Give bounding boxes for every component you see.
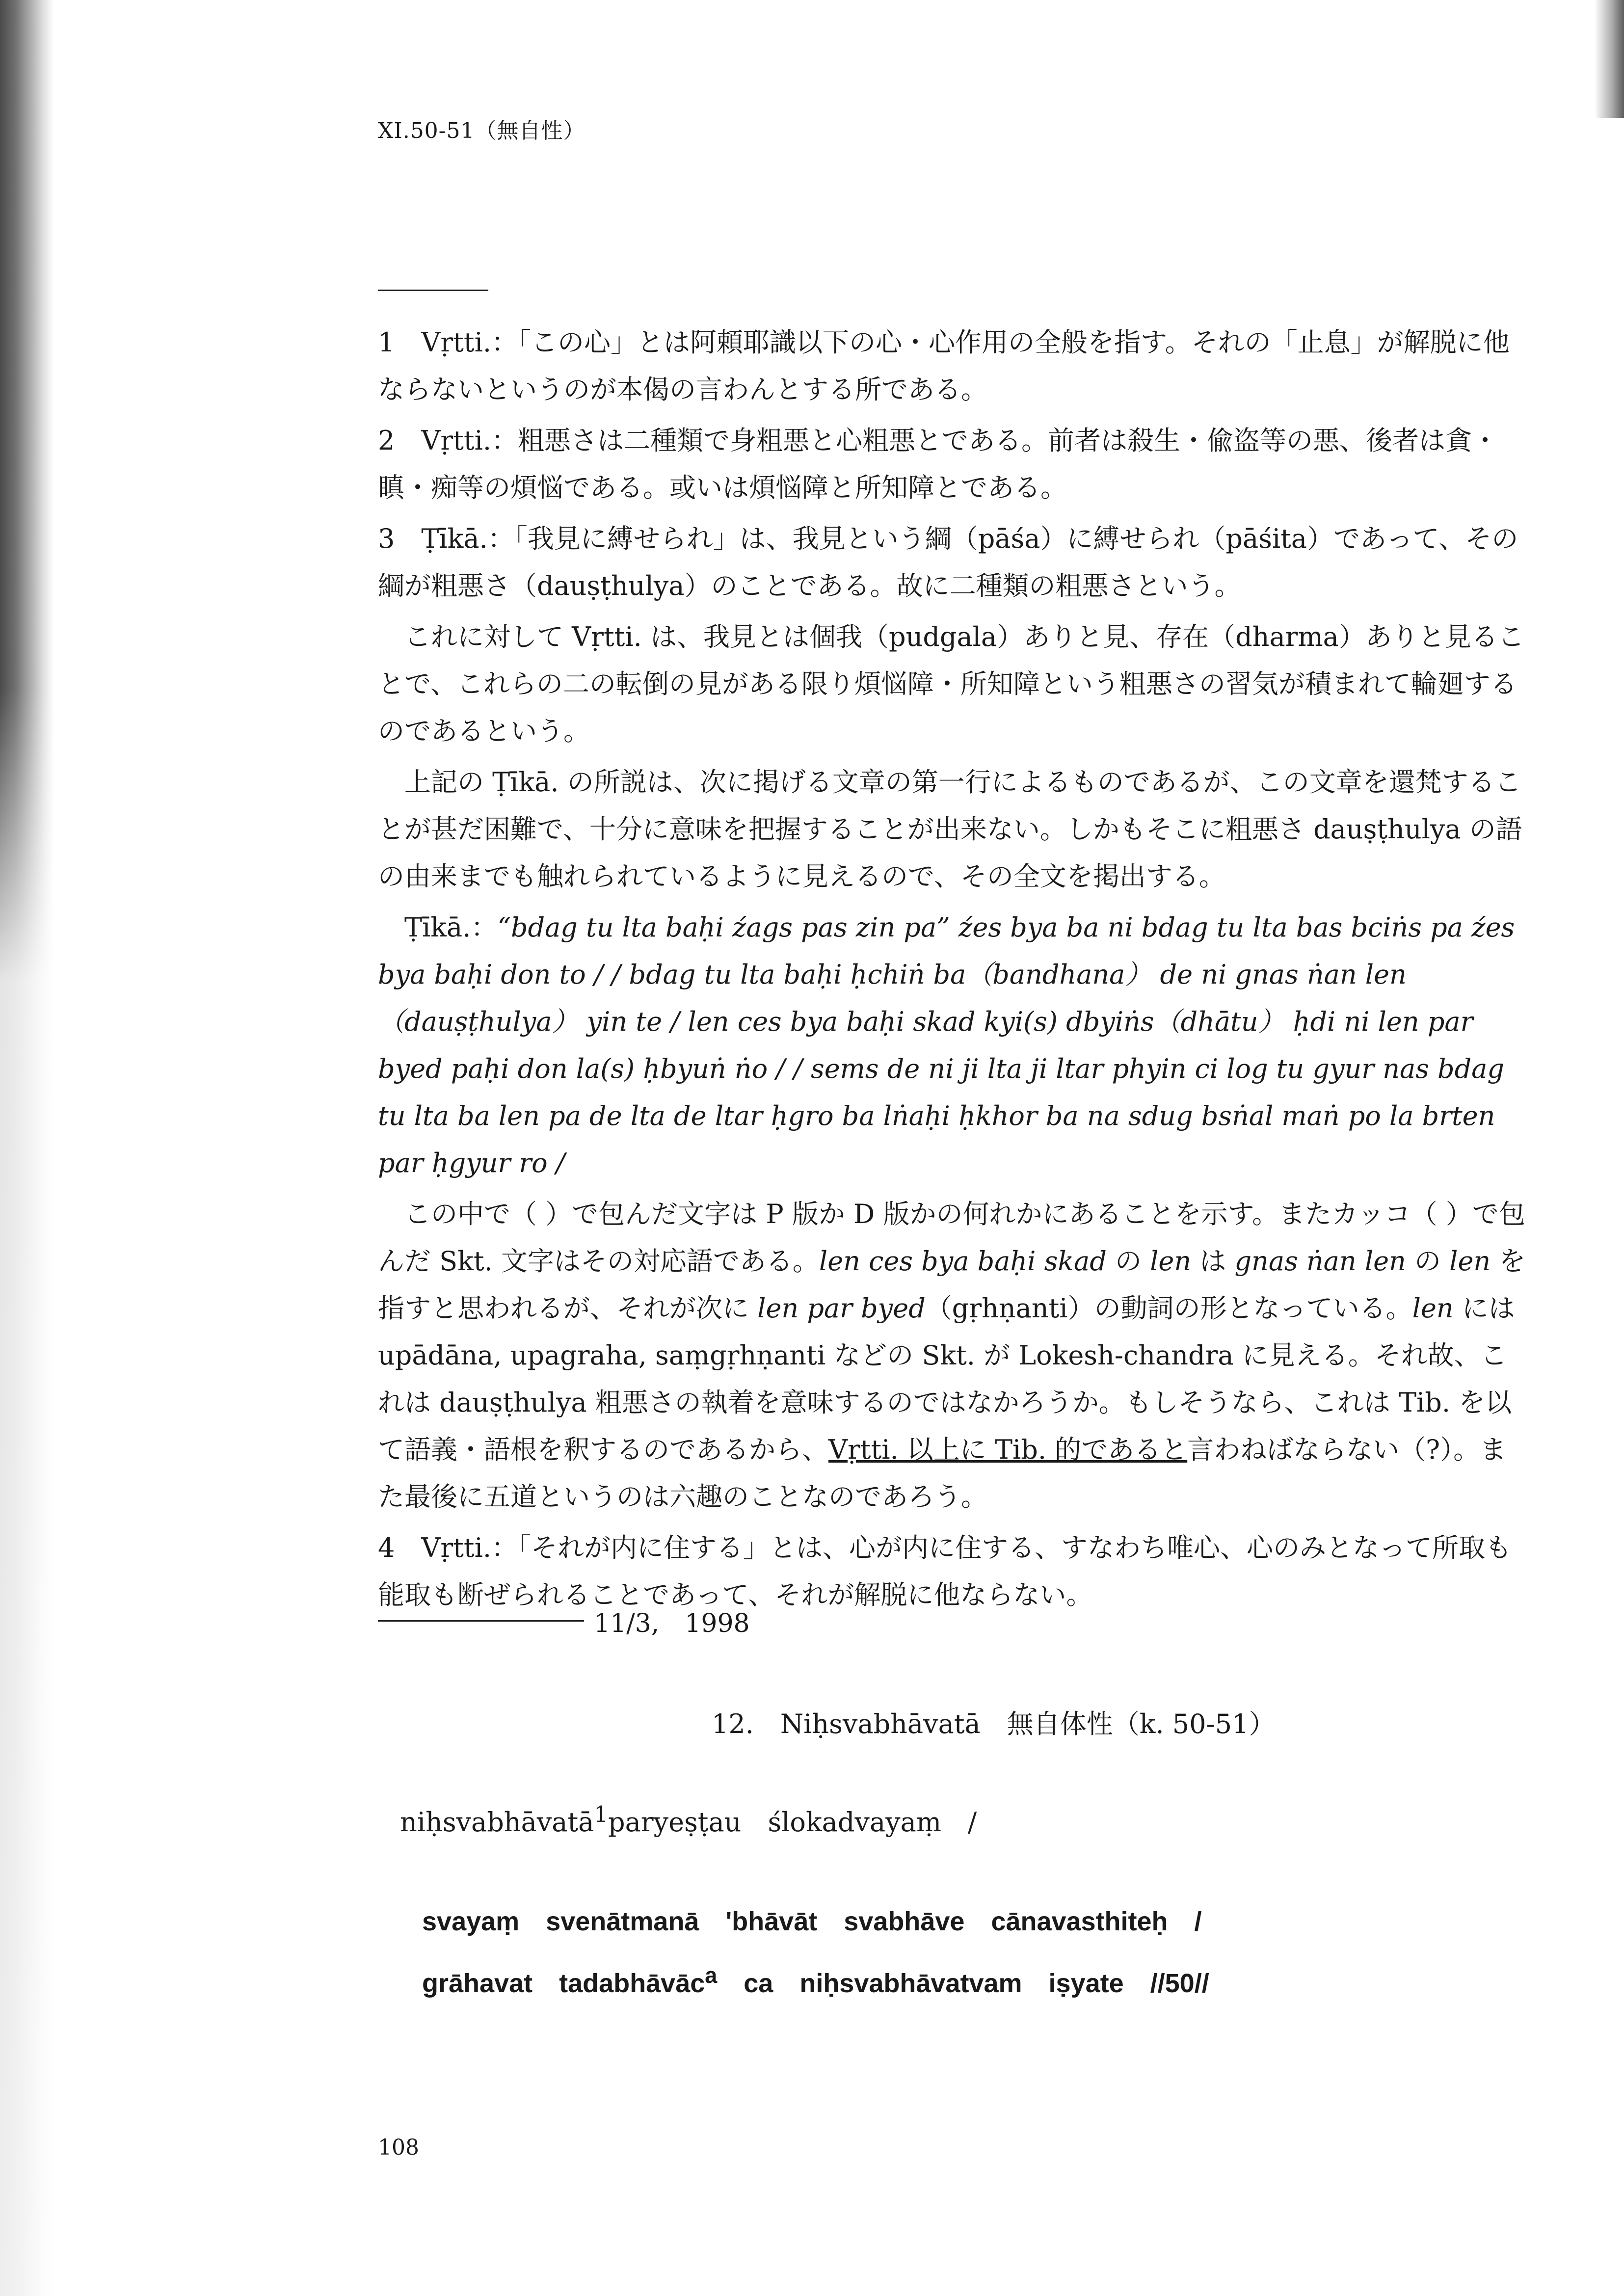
footnote-1: 1 Vṛtti.：「この心」とは阿頼耶識以下の心・心作用の全般を指す。それの「止息」が解脱に他ならないというのが本偈の言わんとする所である。 [378, 327, 1510, 405]
commentary-part-3: は [1191, 1246, 1235, 1277]
date-text: 11/3, 1998 [594, 1609, 750, 1638]
paragraph-commentary [378, 1191, 1531, 1521]
tika-label: Ṭīkā.： [404, 912, 498, 943]
footnote-3: 3 Ṭīkā.：「我見に縛せられ」は、我見という綱（pāśa）に縛せられ（pāśita）であって、その綱が粗悪さ（dauṣṭhulya）のことである。故に二種類の粗悪さという。 [378, 523, 1518, 601]
intro-before: niḥsvabhāvatā [400, 1807, 594, 1838]
tika-quote [378, 904, 1531, 1187]
commentary-part-6: （gṛhṇanti）の動詞の形となっている。 [925, 1293, 1412, 1324]
footnote-2: 2 Vṛtti.：粗悪さは二種類で身粗悪と心粗悪とである。前者は殺生・偸盗等の悪、後者は貪・瞋・痴等の煩悩である。或いは煩悩障と所知障とである。 [378, 425, 1498, 503]
date-line [378, 1602, 750, 1639]
running-head: XI.50-51（無自性） [378, 118, 586, 143]
intro-footnote-mark: 1 [594, 1801, 609, 1827]
commentary-part-8: 言わねばならない（?）。また最後に五道というのは六趣のことなのであろう。 [378, 1434, 1507, 1512]
section-title: 12. Niḥsvabhāvatā 無自体性（k. 50-51） [712, 1709, 1276, 1739]
commentary-len-b: len [1449, 1246, 1491, 1277]
commentary-len-par: len par byed [757, 1293, 926, 1324]
verse-line-2-before: grāhavat tadabhāvāc [422, 1969, 705, 1998]
scan-edge-right [1595, 0, 1624, 118]
paragraph-vrtti: これに対して Vṛtti. は、我見とは個我（pudgala）ありと見、存在（dharma）ありと見ることで、これらの二の転倒の見がある限り煩悩障・所知障という粗悪さの習気が積まれて輪廻するのであるという。 [378, 621, 1524, 747]
verse-line-2-after: ca niḥsvabhāvatvam iṣyate //50// [717, 1969, 1209, 1998]
verse-block [422, 1895, 1209, 2010]
commentary-part-1: この中で（ ）で包んだ文字は P 版か D 版かの何れかにあることを示す。またカッコ（ ）で包んだ Skt. 文字はその対応語である。 [378, 1199, 1525, 1277]
paragraph-tika-intro: 上記の Ṭīkā. の所説は、次に掲げる文章の第一行によるものであるが、この文章を還梵することが甚だ困難で、十分に意味を把握することが出来ない。しかもそこに粗悪さ dauṣṭhulya の語の由来までも触れられているように見えるので、その全文を掲出する。 [378, 767, 1522, 892]
footnote-4: 4 Vṛtti.：「それが内に住する」とは、心が内に住する、すなわち唯心、心のみとなって所取も能取も断ぜられることであって、それが解脱に他ならない。 [378, 1532, 1512, 1610]
commentary-part-4: の [1406, 1246, 1450, 1277]
date-dash [378, 1620, 584, 1622]
commentary-gnas: gnas ṅan len [1234, 1246, 1406, 1277]
commentary-len-a: len [1150, 1246, 1192, 1277]
verse-footnote-mark: a [705, 1963, 718, 1988]
intro-after: paryeṣṭau ślokadvayaṃ / [608, 1807, 977, 1838]
tika-tibetan-text: “bdag tu lta baḥi źags pas zin pa” źes bya ba ni bdag tu lta bas bciṅs pa źes bya baḥi don to / / bdag tu lta baḥi ḥchiṅ ba（bandhana） de ni gnas ṅan len（dauṣṭhulya） yin te / len ces bya baḥi skad kyi(s) dbyiṅs（dhātu） ḥdi ni len par byed paḥi don la(s) ḥbyuṅ ṅo / / sems de ni ji lta ji ltar phyin ci log tu gyur nas bdag tu lta ba len pa de lta de ltar ḥgro ba lṅaḥi ḥkhor ba na sdug bsṅal maṅ po la brten par ḥgyur ro / [378, 912, 1515, 1178]
page-number: 108 [378, 2135, 419, 2160]
footnotes-body [378, 319, 1531, 1623]
commentary-part-5: を指すと思われるが、それが次に [378, 1246, 1526, 1324]
verse-line-1: svayaṃ svenātmanā 'bhāvāt svabhāve cānavasthiteḥ / [422, 1907, 1202, 1936]
footnote-separator [378, 290, 488, 291]
commentary-part-2: の [1106, 1246, 1150, 1277]
intro-line [400, 1801, 977, 1839]
scan-edge-fade [0, 687, 54, 2296]
commentary-len-ces: len ces bya baḥi skad [819, 1246, 1107, 1277]
verse-line-2 [422, 1949, 1209, 2010]
commentary-underlined: Vṛtti. 以上に Tib. 的であると [828, 1434, 1188, 1465]
commentary-len-c: len [1412, 1293, 1454, 1324]
commentary-part-7: には upādāna, upagraha, saṃgṛhṇanti などの Skt. が Lokesh-chandra に見える。それ故、これは dauṣṭhulya 粗悪さの執着を意味するのではなかろうか。もしそうなら、これは Tib. を以て語義・語根を釈するのであるから、 [378, 1293, 1515, 1465]
